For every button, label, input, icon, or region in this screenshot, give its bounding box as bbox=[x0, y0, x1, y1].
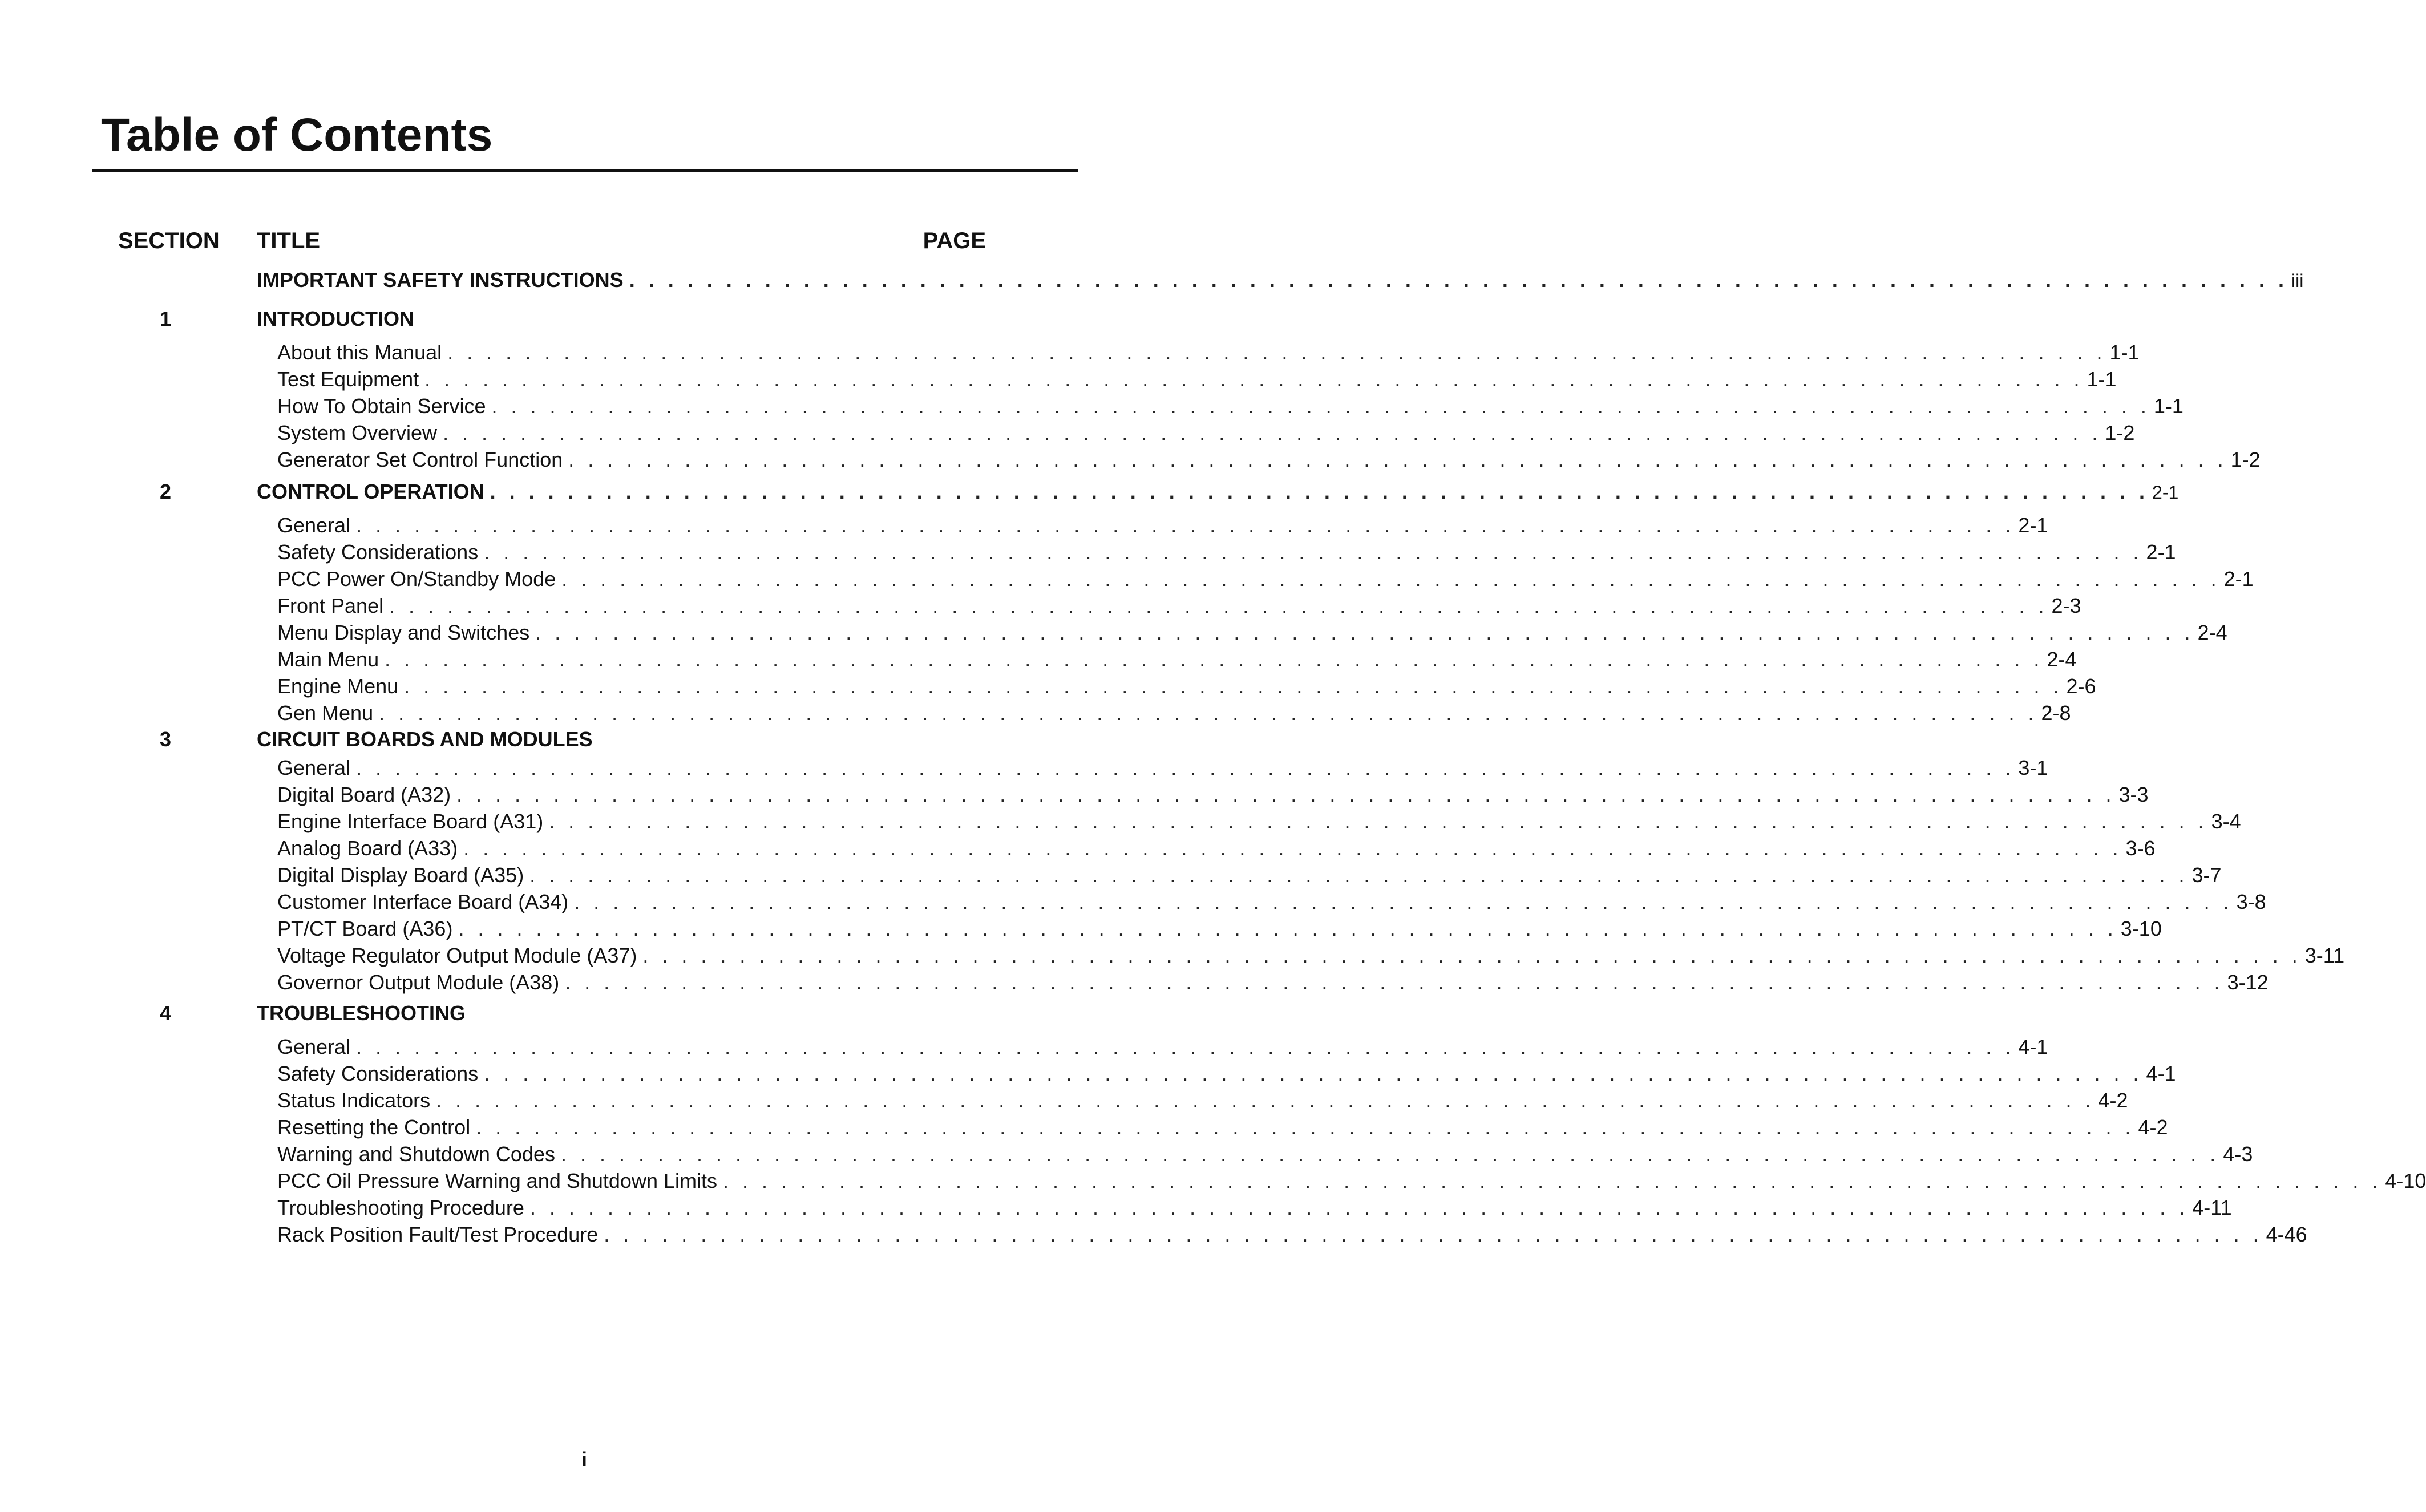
toc-entry-title: General bbox=[277, 756, 351, 779]
toc-entry[interactable] bbox=[277, 890, 2266, 913]
toc-entry[interactable] bbox=[277, 701, 2071, 725]
dot-leader: . . . . . . . . . . . . . . . . . . . . . . . . . . . . . . . . . . . . . . . . . . . . . . . . . . . . . . . . . . . . . . . . . . . . . . . . . . . . . . . . . . . . . . bbox=[549, 810, 2208, 833]
toc-entry-page: 3-4 bbox=[2211, 810, 2241, 833]
toc-entry-title: Safety Considerations bbox=[277, 1062, 479, 1085]
toc-entry-title: PCC Oil Pressure Warning and Shutdown Limits bbox=[277, 1169, 717, 1192]
toc-entry-page: 2-1 bbox=[2146, 540, 2176, 564]
toc-entry-title: PCC Power On/Standby Mode bbox=[277, 567, 556, 591]
toc-entry-title: Menu Display and Switches bbox=[277, 621, 530, 644]
section-number: 1 bbox=[160, 307, 172, 330]
toc-entry-title: Digital Display Board (A35) bbox=[277, 863, 524, 887]
toc-entry[interactable] bbox=[277, 756, 2048, 779]
dot-leader: . . . . . . . . . . . . . . . . . . . . . . . . . . . . . . . . . . . . . . . . . . . . . . . . . . . . . . . . . . . . . . . . . . . . . . . . . . . . . . . . . . . . . . bbox=[722, 1169, 2382, 1192]
section-number: 4 bbox=[160, 1001, 172, 1025]
toc-entry[interactable] bbox=[277, 674, 2096, 698]
toc-entry-page: 3-10 bbox=[2120, 917, 2162, 940]
toc-entry-title: Voltage Regulator Output Module (A37) bbox=[277, 944, 637, 967]
toc-entry-page: 2-1 bbox=[2018, 514, 2048, 537]
dot-leader: . . . . . . . . . . . . . . . . . . . . . . . . . . . . . . . . . . . . . . . . . . . . . . . . . . . . . . . . . . . . . . . . . . . . . . . . . . . . . . . . . . . . . . bbox=[561, 567, 2221, 591]
toc-entry-safety-instructions[interactable] bbox=[257, 268, 2304, 292]
dot-leader: . . . . . . . . . . . . . . . . . . . . . . . . . . . . . . . . . . . . . . . . . . . . . . . . . . . . . . . . . . . . . . . . . . . . . . . . . . . . . . . . . . . . . . bbox=[389, 594, 2048, 617]
dot-leader: . . . . . . . . . . . . . . . . . . . . . . . . . . . . . . . . . . . . . . . . . . . . . . . . . . . . . . . . . . . . . . . . . . . . . . . . . . . . . . . . . . . . . . bbox=[404, 674, 2063, 698]
column-header-page: PAGE bbox=[923, 228, 986, 253]
toc-section-title: CONTROL OPERATION bbox=[257, 480, 484, 503]
toc-entry[interactable] bbox=[277, 783, 2149, 806]
toc-entry[interactable] bbox=[277, 863, 2222, 887]
dot-leader: . . . . . . . . . . . . . . . . . . . . . . . . . . . . . . . . . . . . . . . . . . . . . . . . . . . . . . . . . . . . . . . . . . . . . . . . . . . . . . . . . . . . . . bbox=[484, 1062, 2143, 1085]
toc-entry[interactable] bbox=[277, 540, 2176, 564]
section-number: 2 bbox=[160, 480, 172, 503]
toc-entry-page: 4-3 bbox=[2223, 1142, 2253, 1166]
toc-entry-page: 2-8 bbox=[2041, 701, 2071, 725]
dot-leader: . . . . . . . . . . . . . . . . . . . . . . . . . . . . . . . . . . . . . . . . . . . . . . . . . . . . . . . . . . . . . . . . . . . . . . . . . . . . . . . . . . . . . . bbox=[604, 1223, 2263, 1246]
dot-leader: . . . . . . . . . . . . . . . . . . . . . . . . . . . . . . . . . . . . . . . . . . . . . . . . . . . . . . . . . . . . . . . . . . . . . . . . . . . . . . . . . . . . . . bbox=[476, 1115, 2135, 1139]
toc-entry-page: 2-1 bbox=[2152, 482, 2179, 503]
toc-entry[interactable] bbox=[277, 341, 2140, 364]
toc-entry[interactable] bbox=[277, 810, 2241, 833]
column-header-section: SECTION bbox=[118, 228, 220, 253]
toc-entry-page: 3-12 bbox=[2227, 971, 2269, 994]
dot-leader: . . . . . . . . . . . . . . . . . . . . . . . . . . . . . . . . . . . . . . . . . . . . . . . . . . . . . . . . . . . . . . . . . . . . . . . . . . . . . . . . . . . . . . bbox=[447, 341, 2106, 364]
toc-section-title: INTRODUCTION bbox=[257, 307, 414, 330]
dot-leader: . . . . . . . . . . . . . . . . . . . . . . . . . . . . . . . . . . . . . . . . . . . . . . . . . . . . . . . . . . . . . . . . . . . . . . . . . . . . . . . . . . . . . . bbox=[443, 421, 2102, 444]
toc-entry[interactable] bbox=[277, 648, 2077, 671]
toc-entry-page: 3-3 bbox=[2118, 783, 2149, 806]
dot-leader: . . . . . . . . . . . . . . . . . . . . . . . . . . . . . . . . . . . . . . . . . . . . . . . . . . . . . . . . . . . . . . . . . . . . . . . . . . . . . . . . . . . . . . bbox=[642, 944, 2302, 967]
page-number: i bbox=[581, 1448, 587, 1471]
toc-entry-title: Resetting the Control bbox=[277, 1115, 471, 1139]
dot-leader: . . . . . . . . . . . . . . . . . . . . . . . . . . . . . . . . . . . . . . . . . . . . . . . . . . . . . . . . . . . . . . . . . . . . . . . . . . . . . . . . . . . . . . bbox=[484, 540, 2143, 564]
toc-entry-title: General bbox=[277, 514, 351, 537]
toc-entry-title: Customer Interface Board (A34) bbox=[277, 890, 569, 913]
toc-entry[interactable] bbox=[277, 1115, 2168, 1139]
toc-entry-title: Troubleshooting Procedure bbox=[277, 1196, 524, 1219]
toc-entry[interactable] bbox=[277, 594, 2081, 617]
toc-entry-title: Generator Set Control Function bbox=[277, 448, 563, 471]
toc-entry-title: Digital Board (A32) bbox=[277, 783, 451, 806]
dot-leader: . . . . . . . . . . . . . . . . . . . . . . . . . . . . . . . . . . . . . . . . . . . . . . . . . . . . . . . . . . . . . . . . . . . . . . . . . . . . . . . . . . . . . . bbox=[458, 917, 2117, 940]
toc-entry-page: 2-6 bbox=[2066, 674, 2096, 698]
toc-section-circuit-boards[interactable] bbox=[257, 729, 990, 750]
dot-leader: . . . . . . . . . . . . . . . . . . . . . . . . . . . . . . . . . . . . . . . . . . . . . . . . . . . . . . . . . . . . . . . . . . . . . . . . . . . . . . . . . . . . . . bbox=[574, 890, 2233, 913]
toc-entry-title: System Overview bbox=[277, 421, 438, 444]
dot-leader: . . . . . . . . . . . . . . . . . . . . . . . . . . . . . . . . . . . . . . . . . . . . . . . . . . . . . . . . . . . . . . . . . . . . . . . . . . . . . . . . . . . . . . bbox=[529, 863, 2189, 887]
toc-entry-page: 4-46 bbox=[2266, 1223, 2307, 1246]
title-divider bbox=[92, 169, 1078, 172]
dot-leader: . . . . . . . . . . . . . . . . . . . . . . . . . . . . . . . . . . . . . . . . . . . . . . . . . . . . . . . . . . . . . . . . . . . . . . . . . . . . . . . . . . . . . . bbox=[560, 1142, 2220, 1166]
section-number: 3 bbox=[160, 727, 172, 751]
toc-entry[interactable] bbox=[277, 448, 2261, 471]
dot-leader: . . . . . . . . . . . . . . . . . . . . . . . . . . . . . . . . . . . . . . . . . . . . . . . . . . . . . . . . . . . . . . . . . . . . . . . . . . . . . . . . . . . . . . bbox=[436, 1089, 2095, 1112]
toc-entry-title: Rack Position Fault/Test Procedure bbox=[277, 1223, 599, 1246]
dot-leader: . . . . . . . . . . . . . . . . . . . . . . . . . . . . . . . . . . . . . . . . . . . . . . . . . . . . . . . . . . . . . . . . . . . . . . . . . . . . . . . . . . . . . . bbox=[565, 971, 2224, 994]
column-header-title: TITLE bbox=[257, 228, 321, 253]
toc-section-introduction[interactable] bbox=[257, 309, 990, 329]
toc-entry-page: 3-7 bbox=[2192, 863, 2222, 887]
dot-leader: . . . . . . . . . . . . . . . . . . . . . . . . . . . . . . . . . . . . . . . . . . . . . . . . . . . . . . . . . . . . . . . . . . . . . . . . . . . . . . . . . . . . . . bbox=[356, 514, 2015, 537]
toc-entry-page: 2-4 bbox=[2197, 621, 2227, 644]
toc-entry[interactable] bbox=[277, 917, 2162, 940]
toc-entry-title: IMPORTANT SAFETY INSTRUCTIONS bbox=[257, 268, 624, 292]
dot-leader: . . . . . . . . . . . . . . . . . . . . . . . . . . . . . . . . . . . . . . . . . . . . . . . . . . . . . . . . . . . . . . . . . . . . . . . . . . . . . . . . . . . . . . bbox=[535, 621, 2194, 644]
dot-leader: . . . . . . . . . . . . . . . . . . . . . . . . . . . . . . . . . . . . . . . . . . . . . . . . . . . . . . . . . . . . . . . . . . . . . . . . . . . . . . . . . . . . . . bbox=[529, 1196, 2189, 1219]
toc-entry-page: 1-2 bbox=[2230, 448, 2261, 471]
toc-entry-title: About this Manual bbox=[277, 341, 442, 364]
dot-leader: . . . . . . . . . . . . . . . . . . . . . . . . . . . . . . . . . . . . . . . . . . . . . . . . . . . . . . . . . . . . . . . . . . . . . . . . . . . . . . . . . . . . . . bbox=[629, 268, 2288, 292]
toc-entry-page: 1-1 bbox=[2109, 341, 2140, 364]
toc-entry-title: Engine Interface Board (A31) bbox=[277, 810, 544, 833]
toc-entry-page: 4-1 bbox=[2146, 1062, 2176, 1085]
toc-entry[interactable] bbox=[277, 1223, 2307, 1246]
toc-entry-title: Warning and Shutdown Codes bbox=[277, 1142, 555, 1166]
toc-entry[interactable] bbox=[277, 1035, 2048, 1058]
toc-entry[interactable] bbox=[277, 944, 2345, 967]
toc-entry[interactable] bbox=[277, 394, 2184, 418]
toc-entry-page: 2-4 bbox=[2047, 648, 2077, 671]
toc-entry[interactable] bbox=[277, 1142, 2253, 1166]
dot-leader: . . . . . . . . . . . . . . . . . . . . . . . . . . . . . . . . . . . . . . . . . . . . . . . . . . . . . . . . . . . . . . . . . . . . . . . . . . . . . . . . . . . . . . bbox=[463, 836, 2122, 860]
page-title: Table of Contents bbox=[101, 109, 493, 161]
toc-entry-page: 3-1 bbox=[2018, 756, 2048, 779]
dot-leader: . . . . . . . . . . . . . . . . . . . . . . . . . . . . . . . . . . . . . . . . . . . . . . . . . . . . . . . . . . . . . . . . . . . . . . . . . . . . . . . . . . . . . . bbox=[356, 1035, 2015, 1058]
toc-entry-title: Governor Output Module (A38) bbox=[277, 971, 560, 994]
toc-entry-page: 2-1 bbox=[2223, 567, 2254, 591]
toc-entry[interactable] bbox=[277, 514, 2048, 537]
toc-entry-page: 1-1 bbox=[2153, 394, 2184, 418]
toc-entry[interactable] bbox=[277, 971, 2269, 994]
toc-entry-page: 3-8 bbox=[2236, 890, 2266, 913]
toc-entry-title: Status Indicators bbox=[277, 1089, 431, 1112]
dot-leader: . . . . . . . . . . . . . . . . . . . . . . . . . . . . . . . . . . . . . . . . . . . . . . . . . . . . . . . . . . . . . . . . . . . . . . . . . . . . . . . . . . . . . . bbox=[568, 448, 2227, 471]
toc-entry-page: 4-2 bbox=[2098, 1089, 2128, 1112]
toc-entry[interactable] bbox=[277, 367, 2117, 391]
toc-entry-page: 1-1 bbox=[2087, 367, 2117, 391]
toc-entry[interactable] bbox=[277, 1062, 2176, 1085]
toc-entry[interactable] bbox=[277, 836, 2156, 860]
toc-entry-title: Test Equipment bbox=[277, 367, 419, 391]
toc-entry-page: 3-6 bbox=[2125, 836, 2156, 860]
dot-leader: . . . . . . . . . . . . . . . . . . . . . . . . . . . . . . . . . . . . . . . . . . . . . . . . . . . . . . . . . . . . . . . . . . . . . . . . . . . . . . . . . . . . . . bbox=[356, 756, 2015, 779]
toc-entry-page: iii bbox=[2291, 270, 2304, 291]
toc-entry-title: Gen Menu bbox=[277, 701, 374, 725]
toc-entry-title: How To Obtain Service bbox=[277, 394, 486, 418]
toc-entry-title: Engine Menu bbox=[277, 674, 399, 698]
toc-entry-title: Main Menu bbox=[277, 648, 379, 671]
toc-entry-page: 1-2 bbox=[2105, 421, 2135, 444]
toc-entry-title: PT/CT Board (A36) bbox=[277, 917, 453, 940]
dot-leader: . . . . . . . . . . . . . . . . . . . . . . . . . . . . . . . . . . . . . . . . . . . . . . . . . . . . . . . . . . . . . . . . . . . . . . . . . . . . . . . . . . . . . . bbox=[385, 648, 2044, 671]
toc-entry[interactable] bbox=[277, 1089, 2128, 1112]
toc-entry-title: General bbox=[277, 1035, 351, 1058]
toc-entry[interactable] bbox=[277, 567, 2254, 591]
toc-section-title: TROUBLESHOOTING bbox=[257, 1001, 466, 1025]
toc-entry-page: 4-1 bbox=[2018, 1035, 2048, 1058]
toc-entry[interactable] bbox=[277, 621, 2227, 644]
toc-section-troubleshooting[interactable] bbox=[257, 1003, 990, 1024]
dot-leader: . . . . . . . . . . . . . . . . . . . . . . . . . . . . . . . . . . . . . . . . . . . . . . . . . . . . . . . . . . . . . . . . . . . . . . . . . . . . . . . . . . . . . . bbox=[424, 367, 2084, 391]
toc-entry[interactable] bbox=[277, 1196, 2232, 1219]
toc-entry-page: 4-10 bbox=[2385, 1169, 2426, 1192]
dot-leader: . . . . . . . . . . . . . . . . . . . . . . . . . . . . . . . . . . . . . . . . . . . . . . . . . . . . . . . . . . . . . . . . . . . . . . . . . . . . . . . . . . . . . . bbox=[491, 394, 2150, 418]
dot-leader: . . . . . . . . . . . . . . . . . . . . . . . . . . . . . . . . . . . . . . . . . . . . . . . . . . . . . . . . . . . . . . . . . . . . . . . . . . . . . . . . . . . . . . bbox=[490, 480, 2149, 503]
toc-entry-title: Safety Considerations bbox=[277, 540, 479, 564]
toc-entry-title: Analog Board (A33) bbox=[277, 836, 458, 860]
toc-entry[interactable] bbox=[277, 421, 2135, 444]
toc-entry-page: 2-3 bbox=[2051, 594, 2081, 617]
toc-section-control-operation[interactable] bbox=[257, 480, 2179, 503]
toc-entry-title: Front Panel bbox=[277, 594, 384, 617]
toc-entry-page: 4-11 bbox=[2192, 1196, 2232, 1219]
toc-section-title: CIRCUIT BOARDS AND MODULES bbox=[257, 727, 593, 751]
toc-entry[interactable] bbox=[277, 1169, 2426, 1192]
toc-entry-page: 3-11 bbox=[2304, 944, 2345, 967]
toc-entry-page: 4-2 bbox=[2138, 1115, 2168, 1139]
dot-leader: . . . . . . . . . . . . . . . . . . . . . . . . . . . . . . . . . . . . . . . . . . . . . . . . . . . . . . . . . . . . . . . . . . . . . . . . . . . . . . . . . . . . . . bbox=[379, 701, 2038, 725]
dot-leader: . . . . . . . . . . . . . . . . . . . . . . . . . . . . . . . . . . . . . . . . . . . . . . . . . . . . . . . . . . . . . . . . . . . . . . . . . . . . . . . . . . . . . . bbox=[456, 783, 2116, 806]
